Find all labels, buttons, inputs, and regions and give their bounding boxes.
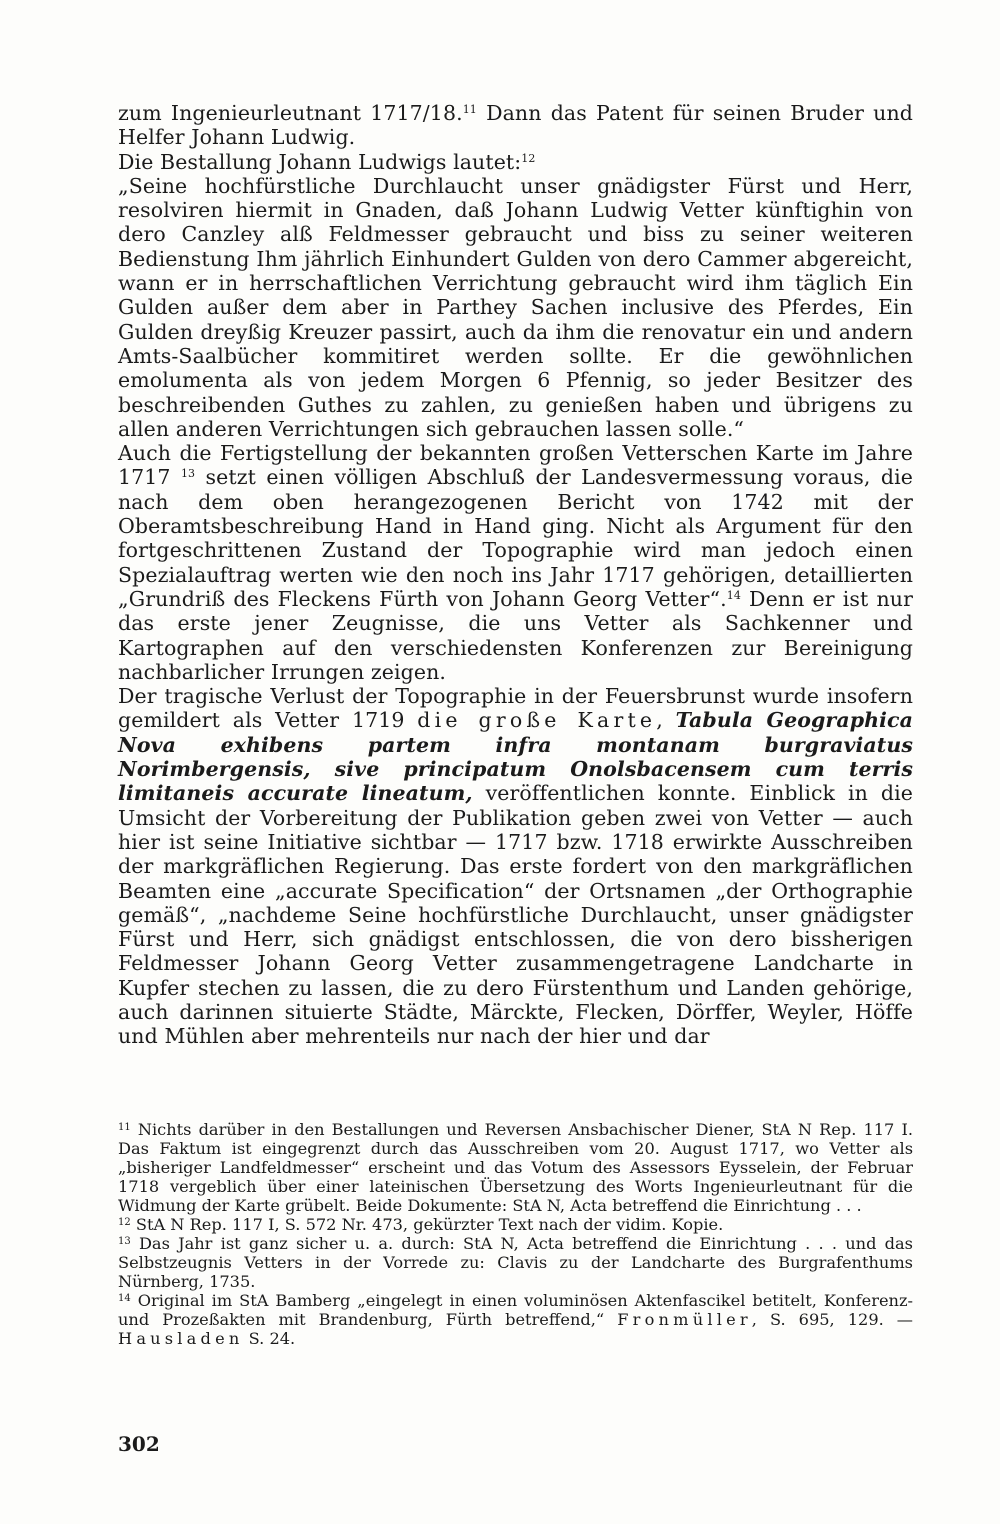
footnotes [118,1120,913,1348]
footnote-ref: 14 [118,1293,131,1304]
footnote-ref: 13 [118,1236,131,1247]
footnote-ref: 11 [118,1122,131,1133]
text-run: , S. 695, 129. — [751,1310,913,1329]
text-run: zum Ingenieurleutnant 1717/18. [118,101,463,125]
map-title-italic: Tabula Geographica Nova exhibens partem infra montanam burgraviatus Norimbergensis, sive principatum Onolsbacensem cum terris limitaneis accurate lineatum, [118,708,914,806]
text-run: Der tragische Verlust der Topographie in der Feuersbrunst wurde insofern gemildert als Vetter 1719 [118,684,913,733]
footnote-13 [118,1234,913,1291]
text-run: Die Bestallung Johann Ludwigs lautet: [118,149,522,174]
paragraph [118,150,913,174]
spaced-emphasis: Fronmüller [617,1310,752,1329]
text-run: „Seine hochfürstliche Durchlaucht unser gnädigster Fürst und Herr, resolviren hiermit in Gnaden, daß Johann Ludwig Vetter künftighin von dero Canzley alß Feldmesser gebraucht und biss zu seiner weiteren Bedienstung Ihm jährlich Einhundert Gulden von dero Cammer abgereicht, wann er in herrschaftlichen Verrichtung gebraucht wird ihm täglich Ein Gulden außer dem aber in Parthey Sachen inclusive des Pferdes, Ein Gulden dreyßig Kreuzer passirt, auch da ihm die renovatur ein und andern Amts-Saalbücher kommitiret werden sollte. Er die gewöhnlichen emolumenta als von jedem Morgen 6 Pfennig, so jeder Besitzer des beschreibenden Guthes zu zahlen, zu genießen haben und übrigens zu allen anderen Verrichtungen sich gebrauchen lassen solle.“ [118,173,913,441]
paragraph [118,101,913,150]
footnote-11 [118,1120,913,1215]
footnote-ref: 12 [521,151,536,165]
text-run: Original im StA Bamberg „eingelegt in einen voluminösen Aktenfascikel betitelt, Konferenz- und Prozeßakten mit Brandenburg, Fürth betreffend,“ [118,1291,913,1329]
paragraph [118,441,913,684]
footnote-ref: 12 [118,1217,131,1228]
paragraph [118,684,913,1048]
quoted-decree [118,174,913,441]
text-run: Dann das Patent für seinen Bruder und Helfer Johann Ludwig. [118,101,913,150]
text-run: Auch die Fertigstellung der bekannten großen Vetterschen Karte im Jahre 1717 [118,441,913,490]
footnote-ref: 13 [180,467,196,481]
footnote-ref: 11 [462,103,477,116]
footnote-14 [118,1291,913,1348]
text-run: Denn er ist nur das erste jener Zeugnisse, die uns Vetter als Sachkenner und Kartographen auf den verschiedensten Konferenzen zur Bereinigung nachbarlicher Irrungen zeigen. [118,586,913,684]
text-run: veröffentlichen konnte. Einblick in die Umsicht der Vorbereitung der Publikation geben zwei von Vetter — auch hier ist seine Initiative sichtbar — 1717 bzw. 1718 erwirkte Ausschreiben der markgräflichen Regierung. Das erste fordert von den markgräflichen Beamten eine „accurate Specification“ der Ortsnamen „der Orthographie gemäß“, „nachdeme Seine hochfürstliche Durchlaucht, unser gnädigster Fürst und Herr, sich gnädigst entschlossen, die von dero bissherigen Feldmesser Johann Georg Vetter zusammengetragene Landcharte in Kupfer stechen zu lassen, die zu dero Fürstenthum und Landen gehörige, auch darinnen situierte Städte, Märckte, Flecken, Dörffer, Weyler, Höffe und Mühlen aber mehrenteils nur nach der hier und dar [118,781,913,1049]
text-run: StA N Rep. 117 I, S. 572 Nr. 473, gekürzter Text nach der vidim. Kopie. [130,1215,724,1234]
footnote-12 [118,1215,913,1234]
body-text [118,101,913,1049]
text-run: , [656,708,676,733]
text-run: Das Jahr ist ganz sicher u. a. durch: StA N, Acta betreffend die Einrichtung . . . und das Selbstzeugnis Vetters in der Vorrede zu: Clavis zu der Landcharte des Burgrafenthums Nürnberg, 1735. [118,1234,913,1291]
footnote-ref: 14 [726,588,741,602]
text-run: setzt einen völligen Abschluß der Landesvermessung voraus, die nach dem oben herangezogenen Bericht von 1742 mit der Oberamtsbeschreibung Hand in Hand ging. Nicht als Argument für den fortgeschrittenen Zustand der Topographie wird man jedoch einen Spezialauftrag werten wie den noch ins Jahr 1717 gehörigen, detaillierten „Grundriß des Fleckens Fürth von Johann Georg Vetter“. [118,465,914,611]
spaced-emphasis: Hausladen [118,1329,244,1348]
spaced-emphasis: die große Karte [417,708,657,733]
text-run: S. 24. [243,1329,296,1348]
page-number: 302 [118,1432,160,1456]
text-run: Nichts darüber in den Bestallungen und Reversen Ansbachischer Diener, StA N Rep. 117 I. Das Faktum ist eingegrenzt durch das Ausschreiben vom 20. August 1717, wo Vetter als „bisheriger Landfeldmesser“ erscheint und das Votum des Assessors Eysselein, der Februar 1718 vergeblich über einer lateinischen Übersetzung des Worts Ingenieurleutnant für die Widmung der Karte grübelt. Beide Dokumente: StA N, Acta betreffend die Einrichtung . . . [118,1120,913,1215]
